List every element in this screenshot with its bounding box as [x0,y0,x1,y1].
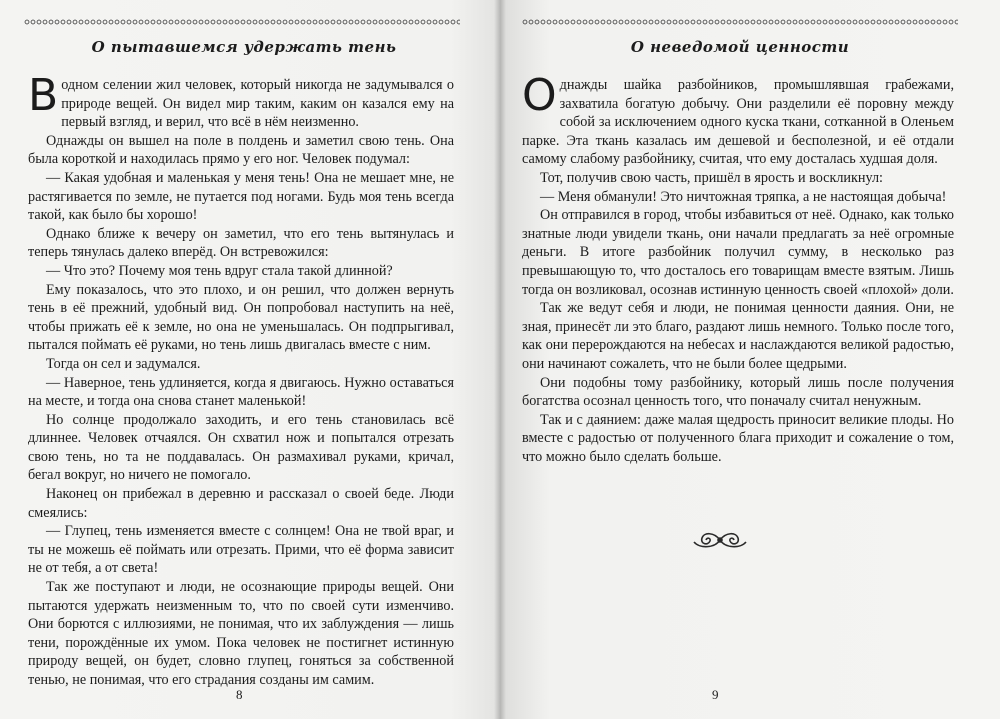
ornament-border-icon [24,19,460,25]
right-page-body [522,70,954,466]
paragraph: Так и с даянием: даже малая щедрость приносит великие плоды. Но вместе с радостью от полученного блага приходит и сожаление о том, что можно было сделать больше. [522,411,954,465]
paragraph: Но солнце продолжало заходить, и его тень становилась всё длиннее. Человек отчаялся. Он схватил нож и попытался отрезать свою тень, но та не поддавалась. Он размахивал руками, кричал, бегал вокруг, но ничего не помогало. [28,411,454,484]
ornament-border-icon [522,19,958,25]
paragraph: Наконец он прибежал в деревню и рассказал о своей беде. Люди смеялись: [28,486,454,521]
paragraph: — Меня обманули! Это ничтожная тряпка, а не настоящая добыча! [540,188,947,205]
dropcap: О [522,70,557,121]
paragraph: В одном селении жил человек, который никогда не задумывался о природе вещей. Он видел мир таким, каким он казался ему на первый взгляд, и верил, что всё в нём неизменно. [28,70,454,131]
paragraph: Однажды шайка разбойников, промышлявшая грабежами, захватила богатую добычу. Они разделили её поровну между собой за исключением одного куска ткани, сотканной в Оленьем парке. Эта ткань казалась им дешевой и бесполезной, и её отдали самому слабому разбойнику, считая, что ему досталась худшая доля. [522,70,954,168]
paragraph: Однако ближе к вечеру он заметил, что его тень вытянулась и теперь тянулась далеко вперёд. Он встревожился: [28,225,454,261]
paragraph: Они подобны тому разбойнику, который лишь после получения богатства осознал ценность того, что поначалу считал ненужным. [522,374,954,410]
page-number: 9 [712,687,719,702]
paragraph: — Глупец, тень изменяется вместе с солнцем! Она не твой враг, и ты не можешь её поймать или отрезать. Прими, что её форма зависит не от тебя, а от света! [28,523,454,577]
paragraph: — Наверное, тень удлиняется, когда я двигаюсь. Нужно оставаться на месте, и тогда она снова станет маленькой! [28,374,454,410]
paragraph: — Что это? Почему моя тень вдруг стала такой длинной? [46,262,393,279]
paragraph: Тогда он сел и задумался. [46,355,201,372]
paragraph: Так же поступают и люди, не осознающие природы вещей. Они пытаются удержать неизменным то, что по своей сути изменчиво. Они борются с иллюзиями, не понимая, что их заблуждения — лишь тени, порождённые их умом. Пока человек не постигнет истинную природу вещей, он будет, словно глупец, гоняться за собственной тенью, не понимая, что его страдания созданы им самим. [28,579,454,688]
page-number: 8 [236,687,243,702]
left-page-body [28,70,454,690]
paragraph: Однажды он вышел на поле в полдень и заметил свою тень. Она была короткой и находилась прямо у его ног. Человек подумал: [28,132,454,168]
paragraph: Он отправился в город, чтобы избавиться от неё. Однако, как только знатные люди увидели ткань, они начали предлагать за неё огромные деньги. В итоге разбойник получил сумму, в несколько раз превышающую то, что досталось его товарищам вместе взятым. Лишь тогда он возликовал, осознав истинную ценность своей «плохой» доли. [522,207,954,298]
vignette-ornament-icon [690,529,750,551]
paragraph: — Какая удобная и маленькая у меня тень! Она не мешает мне, не растягивается по земле, не путается под ногами. Будь моя тень всегда такой, как было бы хорошо! [28,169,454,224]
left-page-title: О пытавшемся удержать тень [91,38,397,56]
dropcap: В [28,70,59,121]
paragraph: Так же ведут себя и люди, не понимая ценности даяния. Они, не зная, принесёт ли это благо, раздают лишь немного. Только после того, как они перерождаются на небесах и наслаждаются великой радостью, они начинают сожалеть, что не были более щедрыми. [522,300,954,372]
paragraph: Ему показалось, что это плохо, и он решил, что должен вернуть тень в её прежний, удобный вид. Он попробовал наступить на неё, чтобы прижать её к земле, но она не уменьшалась. Он подпрыгивал, пытался поймать её руками, но тень лишь двигалась вместе с ним. [28,281,454,354]
right-page [500,0,1000,719]
paragraph: Тот, получив свою часть, пришёл в ярость и воскликнул: [540,169,883,186]
right-page-title: О неведомой ценности [630,38,850,56]
